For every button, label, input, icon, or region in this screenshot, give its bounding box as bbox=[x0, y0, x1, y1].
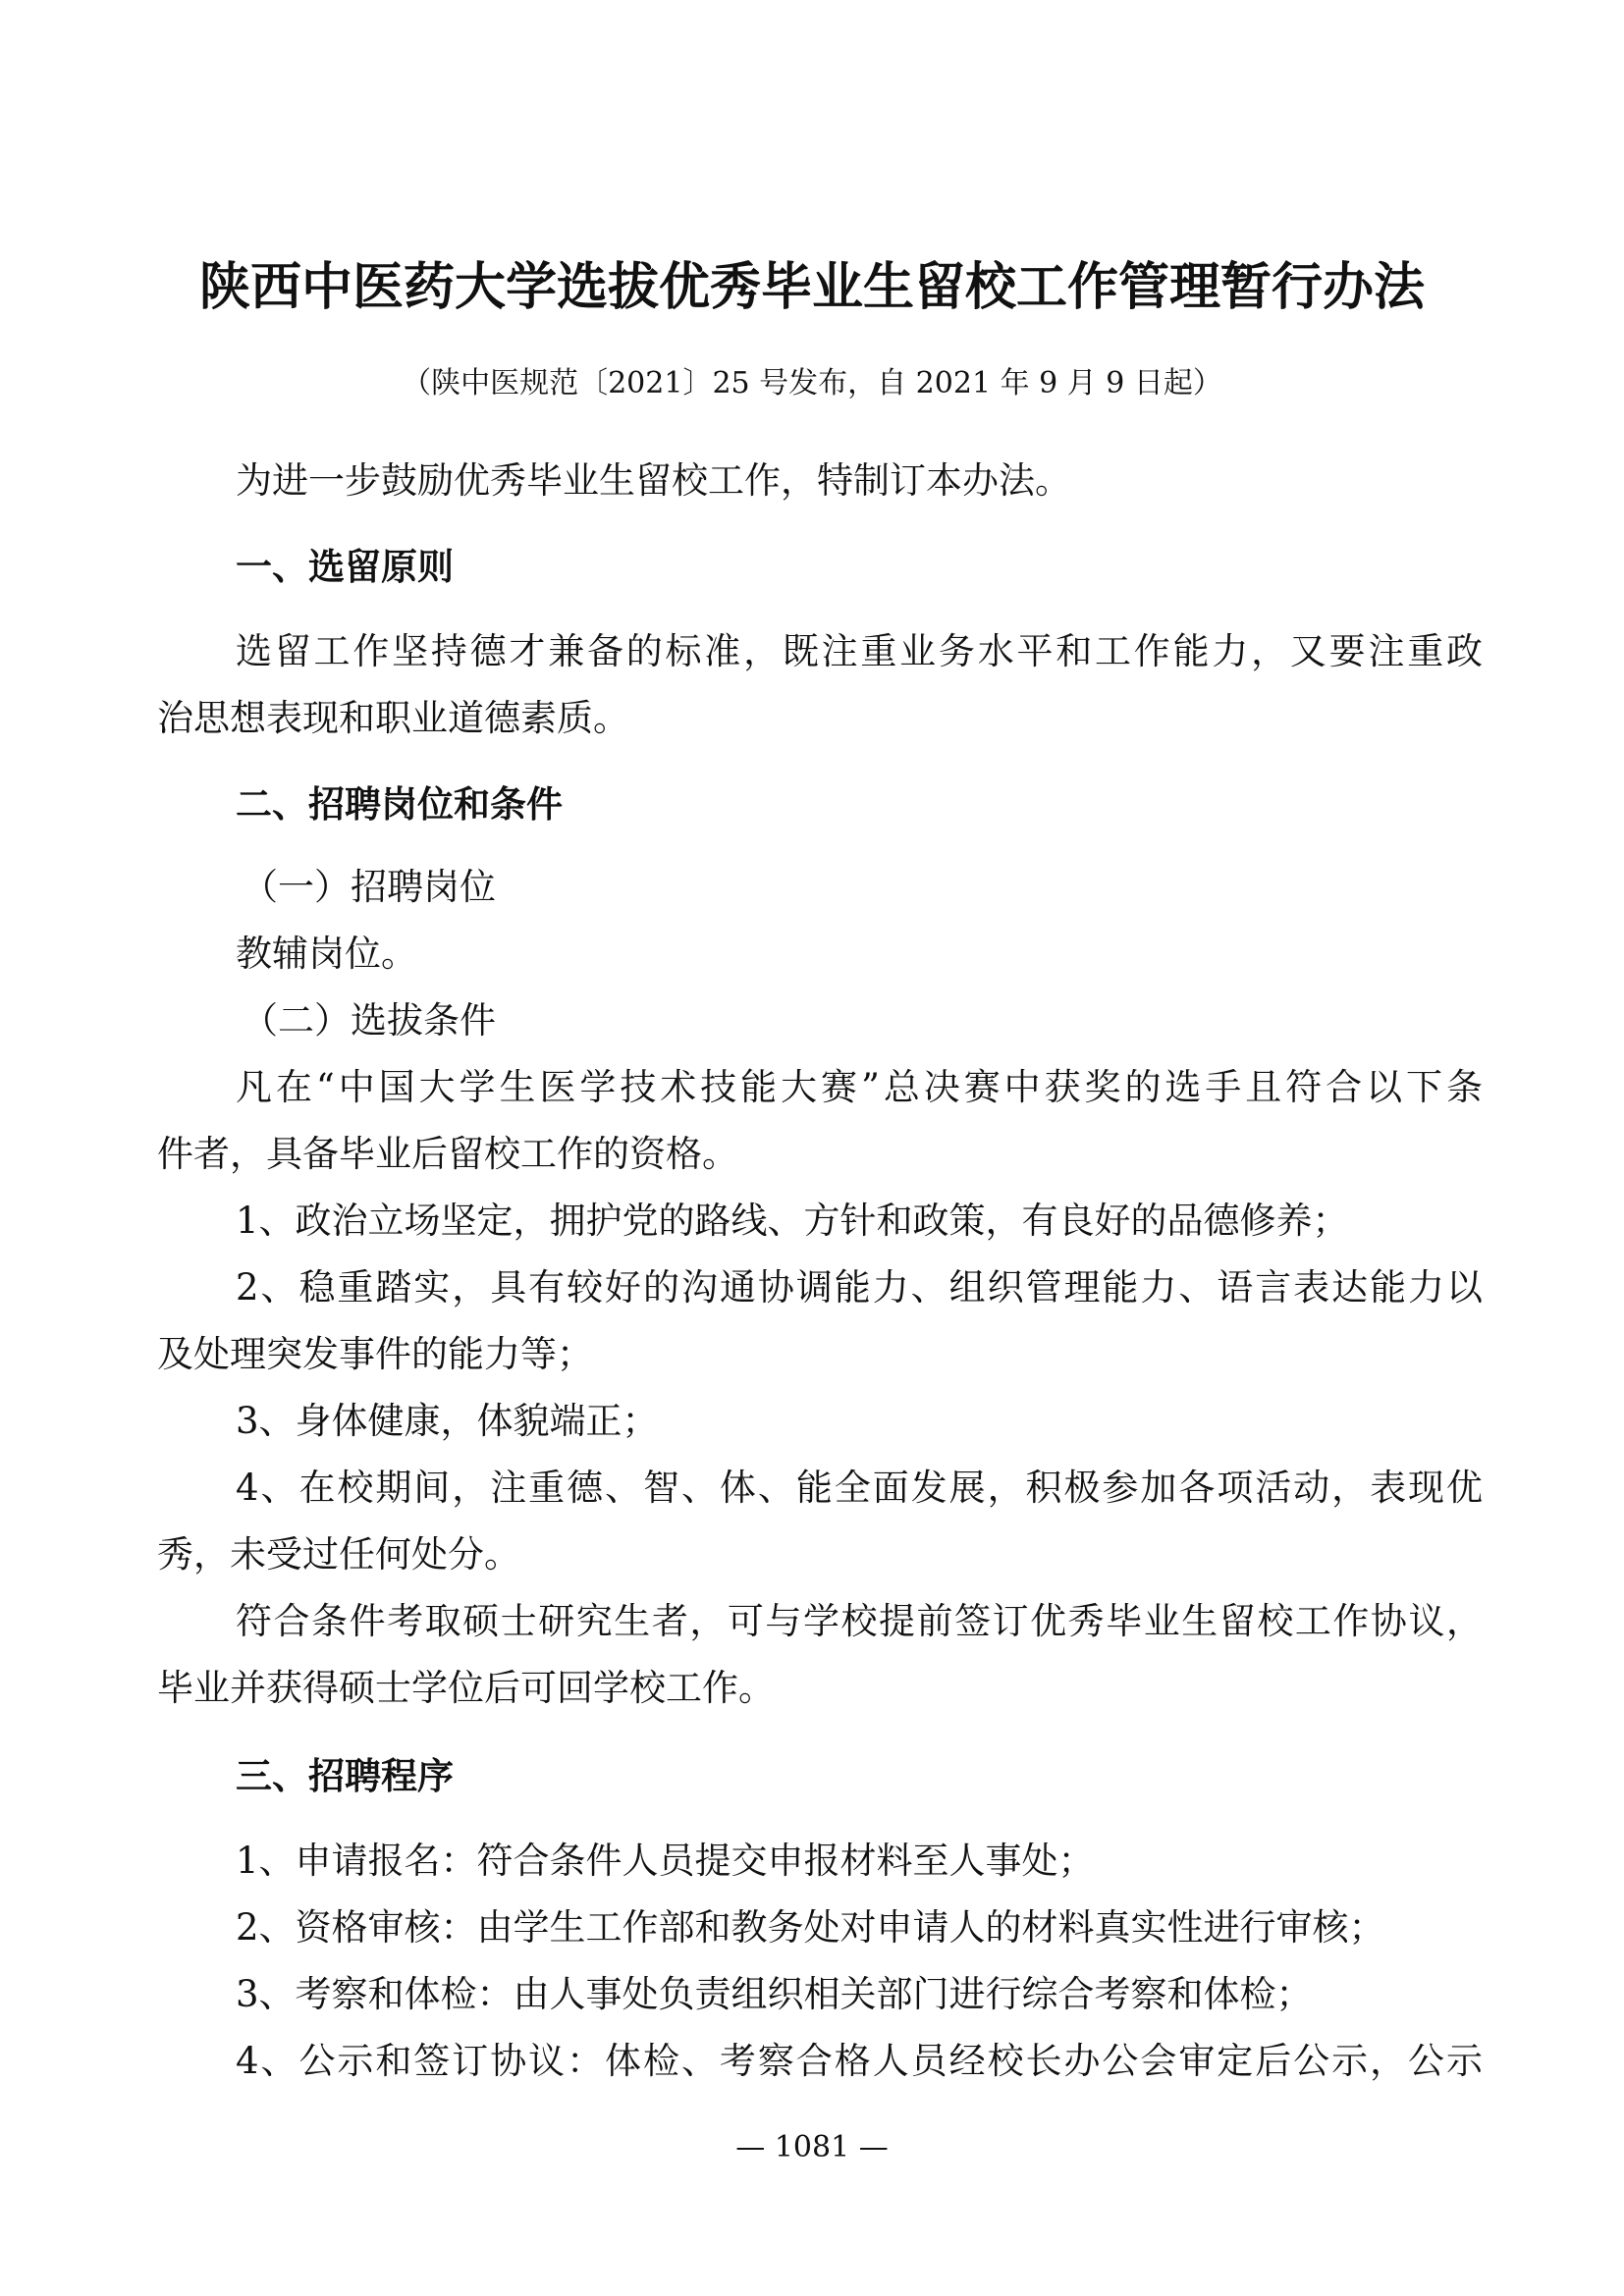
intro-paragraph: 为进一步鼓励优秀毕业生留校工作，特制订本办法。 bbox=[236, 459, 1071, 502]
section3-step3: 3、考察和体检：由人事处负责组织相关部门进行综合考察和体检； bbox=[236, 1973, 1313, 2015]
section1-paragraph-line2: 治思想表现和职业道德素质。 bbox=[157, 697, 629, 739]
document-title: 陕西中医药大学选拔优秀毕业生留校工作管理暂行办法 bbox=[198, 257, 1425, 317]
section1-heading: 一、选留原则 bbox=[236, 546, 454, 588]
section2-conditions-line1: 凡在“中国大学生医学技术技能大赛”总决赛中获奖的选手且符合以下条 bbox=[236, 1066, 1483, 1108]
document-subtitle: （陕中医规范〔2021〕25 号发布，自 2021 年 9 月 9 日起） bbox=[402, 366, 1222, 400]
section3-step4-line1: 4、公示和签订协议：体检、考察合格人员经校长办公会审定后公示，公示 bbox=[236, 2040, 1483, 2082]
page-number: — 1081 — bbox=[735, 2130, 889, 2164]
section2-note-line2: 毕业并获得硕士学位后可回学校工作。 bbox=[157, 1667, 775, 1709]
section2-sub1-heading: （一）招聘岗位 bbox=[242, 866, 496, 908]
section2-item2-line2: 及处理突发事件的能力等； bbox=[157, 1333, 593, 1375]
section2-item1: 1、政治立场坚定，拥护党的路线、方针和政策，有良好的品德修养； bbox=[236, 1200, 1349, 1242]
section2-sub1-text: 教辅岗位。 bbox=[236, 933, 417, 975]
section2-conditions-line2: 件者，具备毕业后留校工作的资格。 bbox=[157, 1133, 738, 1175]
section2-sub2-heading: （二）选拔条件 bbox=[242, 999, 496, 1041]
section2-item3: 3、身体健康，体貌端正； bbox=[236, 1400, 659, 1442]
section2-heading: 二、招聘岗位和条件 bbox=[236, 783, 563, 826]
section2-item4-line2: 秀，未受过任何处分。 bbox=[157, 1533, 520, 1575]
section3-heading: 三、招聘程序 bbox=[236, 1755, 454, 1797]
section3-step2: 2、资格审核：由学生工作部和教务处对申请人的材料真实性进行审核； bbox=[236, 1906, 1385, 1949]
section1-paragraph-line1: 选留工作坚持德才兼备的标准，既注重业务水平和工作能力，又要注重政 bbox=[236, 630, 1483, 672]
section3-step1: 1、申请报名：符合条件人员提交申报材料至人事处； bbox=[236, 1840, 1095, 1882]
section2-item2-line1: 2、稳重踏实，具有较好的沟通协调能力、组织管理能力、语言表达能力以 bbox=[236, 1266, 1483, 1308]
section2-note-line1: 符合条件考取硕士研究生者，可与学校提前签订优秀毕业生留校工作协议， bbox=[236, 1600, 1483, 1642]
section2-item4-line1: 4、在校期间，注重德、智、体、能全面发展，积极参加各项活动，表现优 bbox=[236, 1467, 1483, 1509]
